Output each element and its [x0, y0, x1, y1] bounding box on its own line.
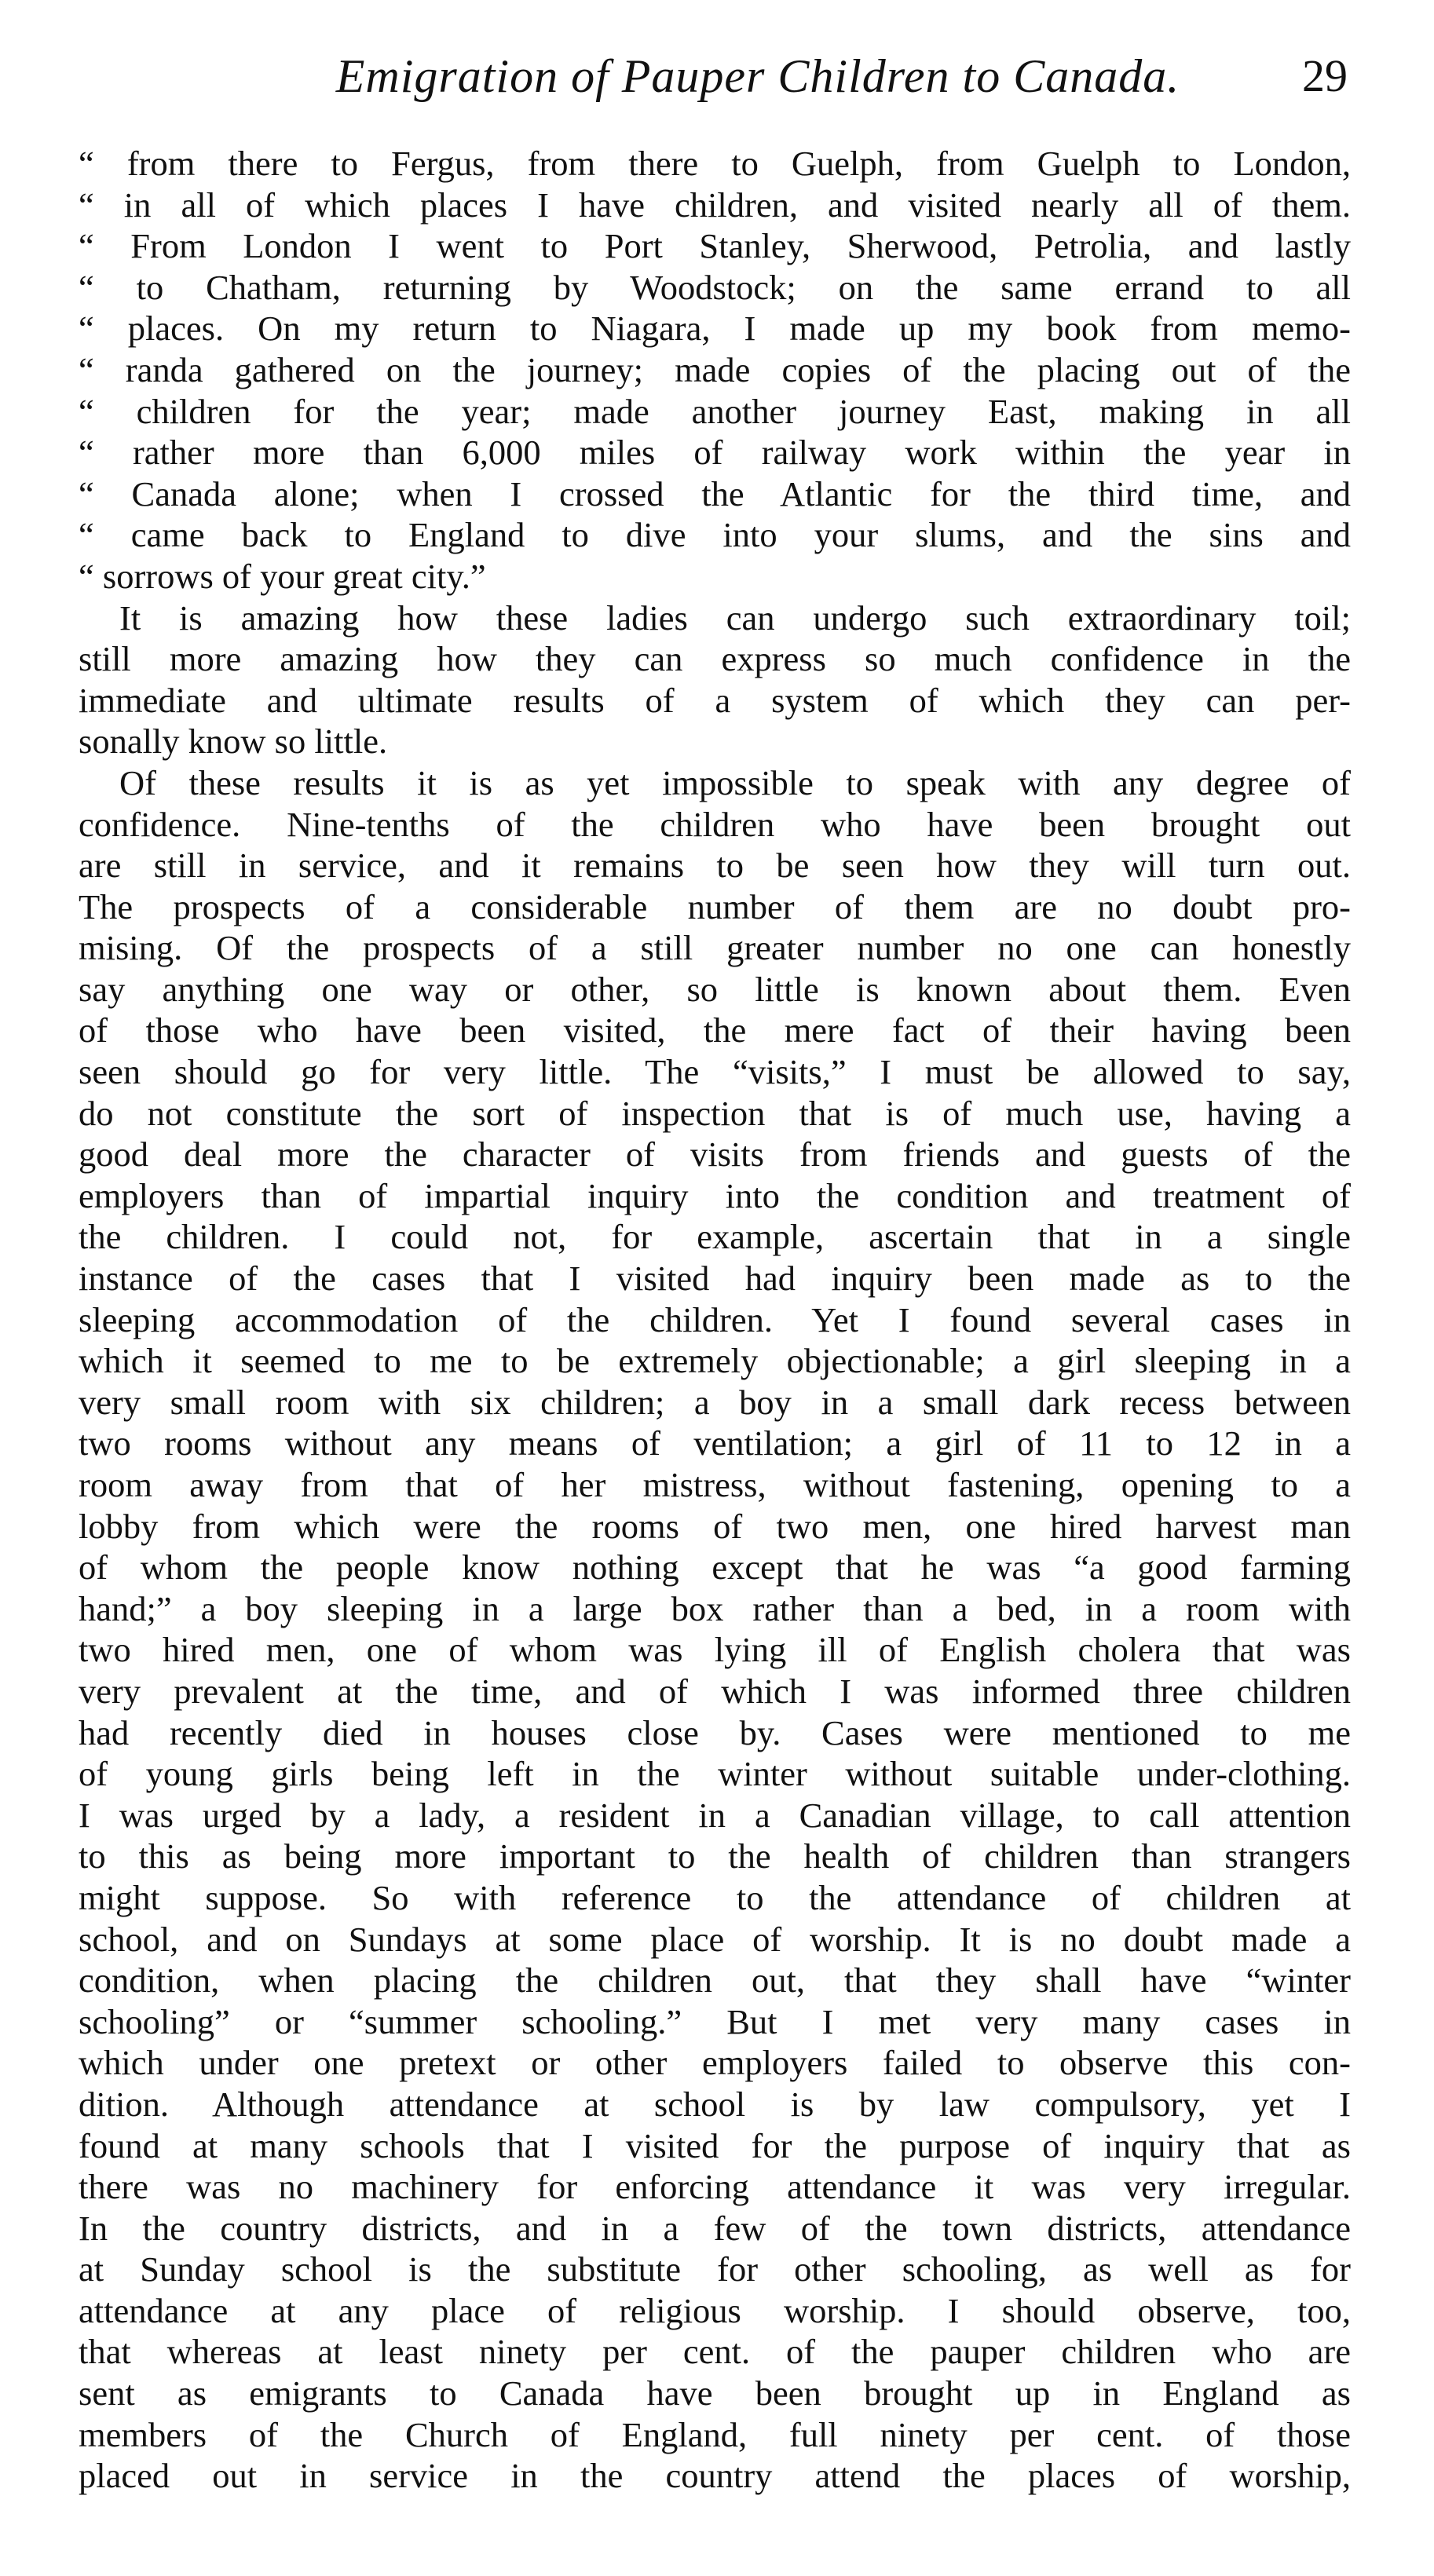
text-line: are still in service, and it remains to be seen how they will turn out.: [79, 846, 1351, 886]
running-head: [79, 41, 1348, 111]
text-line: of whom the people know nothing except that he was “a good farming: [79, 1547, 1351, 1588]
text-line: The prospects of a considerable number of them are no doubt pro-: [79, 886, 1351, 926]
text-line: lobby from which were the rooms of two men, one hired harvest man: [79, 1506, 1351, 1546]
text-line: “ Canada alone; when I crossed the Atlantic for the third time, and: [79, 473, 1351, 513]
text-line: at Sunday school is the substitute for other schooling, as well as for: [79, 2249, 1351, 2289]
text-line: sent as emigrants to Canada have been brought up in England as: [79, 2373, 1351, 2413]
text-line: mising. Of the prospects of a still greater number no one can honestly: [79, 928, 1351, 968]
text-line: schooling” or “summer schooling.” But I met very many cases in: [79, 2001, 1351, 2041]
text-line: “ came back to England to dive into your slums, and the sins and: [79, 515, 1351, 555]
text-line: It is amazing how these ladies can undergo such extraordinary toil;: [119, 597, 1351, 638]
text-line: had recently died in houses close by. Cases were mentioned to me: [79, 1712, 1351, 1752]
text-line: attendance at any place of religious worship. I should observe, too,: [79, 2290, 1351, 2330]
text-line: which it seemed to me to be extremely objectionable; a girl sleeping in a: [79, 1341, 1351, 1381]
text-line: seen should go for very little. The “visits,” I must be allowed to say,: [79, 1052, 1351, 1092]
body-text: [79, 143, 1351, 2497]
text-line: there was no machinery for enforcing attendance it was very irregular.: [79, 2167, 1351, 2207]
text-line: dition. Although attendance at school is by law compulsory, yet I: [79, 2084, 1351, 2124]
text-line: found at many schools that I visited for the purpose of inquiry that as: [79, 2125, 1351, 2165]
text-line: condition, when placing the children out, that they shall have “winter: [79, 1960, 1351, 2001]
text-line: might suppose. So with reference to the attendance of children at: [79, 1877, 1351, 1917]
page-number: 29: [1302, 50, 1348, 101]
text-line: In the country districts, and in a few of the town districts, attendance: [79, 2208, 1351, 2248]
text-line: “ sorrows of your great city.”: [79, 556, 486, 596]
text-line: of young girls being left in the winter without suitable under-clothing.: [79, 1754, 1351, 1794]
text-line: placed out in service in the country attend the places of worship,: [79, 2456, 1351, 2496]
text-line: very prevalent at the time, and of which I was informed three children: [79, 1671, 1351, 1711]
text-line: the children. I could not, for example, ascertain that in a single: [79, 1217, 1351, 1257]
text-line: still more amazing how they can express so much confidence in the: [79, 639, 1351, 679]
text-line: “ From London I went to Port Stanley, Sherwood, Petrolia, and lastly: [79, 226, 1351, 266]
text-line: sleeping accommodation of the children. Yet I found several cases in: [79, 1299, 1351, 1339]
text-line: say anything one way or other, so little is known about them. Even: [79, 969, 1351, 1009]
text-line: two hired men, one of whom was lying ill of English cholera that was: [79, 1630, 1351, 1670]
text-line: that whereas at least ninety per cent. of the pauper children who are: [79, 2332, 1351, 2372]
text-line: “ to Chatham, returning by Woodstock; on the same errand to all: [79, 267, 1351, 307]
text-line: of those who have been visited, the mere fact of their having been: [79, 1010, 1351, 1050]
text-line: immediate and ultimate results of a system of which they can per-: [79, 680, 1351, 720]
text-line: Of these results it is as yet impossible to speak with any degree of: [119, 762, 1351, 802]
text-line: “ randa gathered on the journey; made copies of the placing out of the: [79, 349, 1351, 389]
text-line: employers than of impartial inquiry into the condition and treatment of: [79, 1175, 1351, 1215]
text-line: “ from there to Fergus, from there to Guelph, from Guelph to London,: [79, 144, 1351, 183]
text-line: confidence. Nine-tenths of the children who have been brought out: [79, 804, 1351, 844]
text-line: “ in all of which places I have children, and visited nearly all of them.: [79, 185, 1351, 225]
text-line: “ places. On my return to Niagara, I made up my book from memo-: [79, 309, 1351, 349]
text-line: two rooms without any means of ventilation; a girl of 11 to 12 in a: [79, 1423, 1351, 1463]
text-line: room away from that of her mistress, without fastening, opening to a: [79, 1465, 1351, 1504]
text-line: members of the Church of England, full ninety per cent. of those: [79, 2414, 1351, 2454]
text-line: I was urged by a lady, a resident in a Canadian village, to call attention: [79, 1795, 1351, 1835]
text-line: do not constitute the sort of inspection that is of much use, having a: [79, 1093, 1351, 1133]
text-line: “ rather more than 6,000 miles of railway work within the year in: [79, 433, 1351, 473]
text-line: very small room with six children; a boy in a small dark recess between: [79, 1382, 1351, 1422]
running-title: Emigration of Pauper Children to Canada.: [335, 50, 1180, 102]
text-line: to this as being more important to the health of children than strangers: [79, 1836, 1351, 1876]
text-line: sonally know so little.: [79, 722, 388, 762]
text-line: school, and on Sundays at some place of worship. It is no doubt made a: [79, 1919, 1351, 1959]
text-line: which under one pretext or other employers failed to observe this con-: [79, 2043, 1351, 2083]
text-line: “ children for the year; made another journey East, making in all: [79, 391, 1351, 431]
text-line: hand;” a boy sleeping in a large box rather than a bed, in a room with: [79, 1588, 1351, 1628]
text-line: instance of the cases that I visited had inquiry been made as to the: [79, 1259, 1351, 1299]
text-line: good deal more the character of visits from friends and guests of the: [79, 1135, 1351, 1175]
